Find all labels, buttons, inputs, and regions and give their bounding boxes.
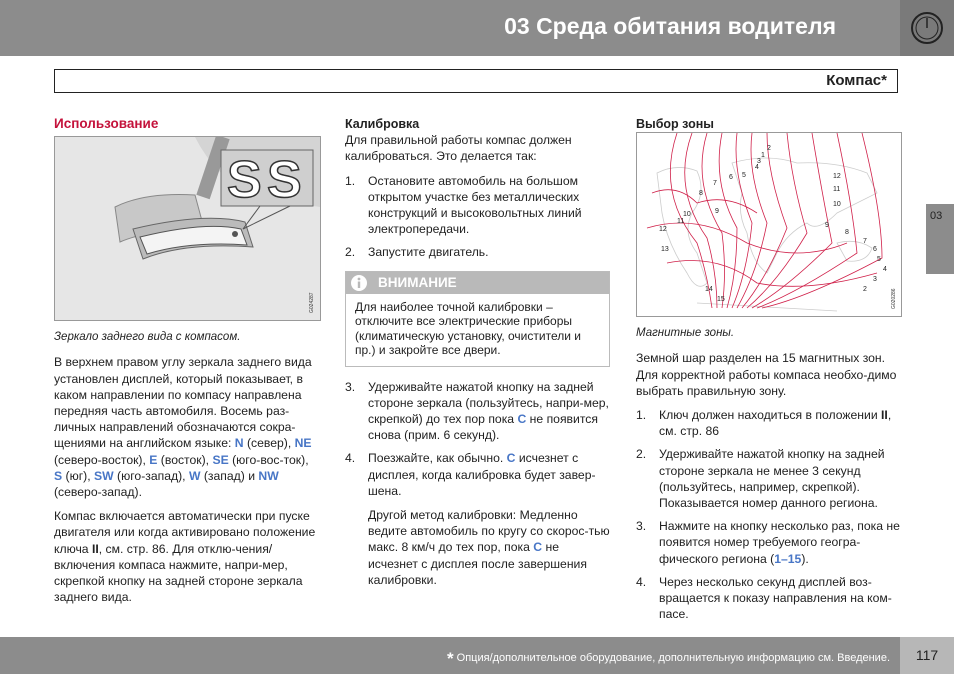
list-item: 1. Остановите автомобиль на большом открытом участке без металлических конструкций и высоковольтных линий электропередачи. [345,173,582,237]
footer-note: * Опция/дополнительное оборудование, дополнительную информацию см. Введение. [447,649,890,668]
mirror-caption: Зеркало заднего вида с компасом. [54,331,241,344]
chapter-icon-box [900,0,954,56]
zone-paragraph: Земной шар разделен на 15 магнитных зон. Для корректной работы компаса необхо-димо выбрать правильную зону. [636,351,897,398]
list-item: 1. Ключ должен находиться в положении II, см. стр. 86 [636,408,892,439]
zone-label: 12 [659,226,667,234]
zone-label: 4 [755,164,759,172]
list-item: 4. Через несколько секунд дисплей воз-вращается к показу направления на ком-пасе. [636,574,892,622]
footer-bar [0,637,900,674]
zone-label: 11 [677,218,685,226]
gauge-icon [909,10,945,46]
zone-label: 8 [845,229,849,237]
zone-label: 6 [873,246,877,254]
zone-heading: Выбор зоны [636,117,714,131]
mirror-illustration [54,136,321,321]
chapter-header [0,0,900,56]
zone-label: 2 [767,145,771,153]
usage-paragraph-2: Компас включается автоматически при пуске двигателя или когда активировано положение ключа II, см. стр. 86. Для отклю-чения/включения компаса нажмите, напри-мер, скрепкой кнопку на задней стороне зеркала заднего вида. [54,509,316,605]
image-code: G024287 [309,292,315,314]
zone-label: 8 [699,190,703,198]
list-item: 2. Удерживайте нажатой кнопку на задней стороне зеркала не менее 3 секунд (пользуйтесь, например, скрепкой). Показывается номер данного региона. [636,447,885,511]
zone-label: 9 [715,208,719,216]
zone-label: 6 [729,174,733,182]
zone-label: 3 [873,276,877,284]
calibration-heading: Калибровка [345,117,420,131]
list-item: 3. Нажмите на кнопку несколько раз, пока не появится номер требуемого геогра-фического региона (1–15). [636,519,900,566]
warning-box [345,271,610,367]
calibration-intro: Для правильной работы компас должен калиброваться. Это делается так: [345,133,572,164]
warning-title: ВНИМАНИЕ [378,274,457,290]
zone-label: 11 [833,186,841,194]
info-icon [350,274,368,292]
zone-label: 5 [877,256,881,264]
map-code: G020286 [891,288,897,310]
calibration-steps-b [345,379,610,588]
zone-label: 15 [717,296,725,304]
chapter-title: 03 Среда обитания водителя [504,13,836,39]
page-number: 117 [900,637,954,674]
zone-label: 10 [683,211,691,219]
usage-paragraph-1: В верхнем правом углу зеркала заднего вида установлен дисплей, который показывает, в каком направлении по компасу направлена передняя часть автомобиля. Восемь раз-личных направлений обозначаются сокра-щениями на английском языке: N (север), NE (северо-восток), E (восток), SE (юго-вос-ток), S (юг), SW (юго-запад), W (запад) и NW (северо-запад). [54,355,312,500]
zone-label: 14 [705,286,713,294]
zone-label: 10 [833,201,841,209]
warning-header [346,272,609,294]
list-item: 2. Запустите двигатель. [345,245,489,260]
list-item: 4. Поезжайте, как обычно. C исчезнет с дисплея, когда калибровка будет завер-шена. Другой метод калибровки: Медленно ведите автомобиль по кругу со скорос-тью макс. 8 км/ч до тех пор, пока C не исчезнет с дисплея после завершения калибровки. [345,451,610,587]
zone-label: 3 [757,158,761,166]
zone-label: 9 [825,222,829,230]
column-zone [636,116,900,630]
map-caption: Магнитные зоны. [636,327,735,340]
section-title: Компас* [826,72,887,89]
zone-steps [636,407,900,622]
zone-label: 5 [742,172,746,180]
zone-label: 7 [863,238,867,246]
zone-label: 12 [833,173,841,181]
zone-label: 1 [761,152,765,160]
zone-label: 4 [883,266,887,274]
zone-label: 13 [661,246,669,254]
svg-text:S: S [267,151,302,210]
chapter-tab[interactable] [926,204,954,274]
column-usage [54,116,319,613]
warning-text: Для наиболее точной калибровки – отключите все электрические приборы (климатическую установку, очистители и пр.) и закройте все двери. [355,299,581,358]
column-calibration [345,116,610,596]
usage-heading: Использование [54,116,159,131]
magnetic-zones-map [636,132,902,317]
section-title-bar [54,69,898,93]
zone-label: 2 [863,286,867,294]
zone-label: 7 [713,180,717,188]
calibration-steps-a [345,173,610,261]
chapter-tab-label: 03 [930,210,943,222]
svg-text:S: S [227,151,262,210]
list-item: 3. Удерживайте нажатой кнопку на задней стороне зеркала (пользуйтесь, напри-мер, скрепкой) до тех пор пока C не появится снова (прим. 6 секунд). [345,379,609,443]
